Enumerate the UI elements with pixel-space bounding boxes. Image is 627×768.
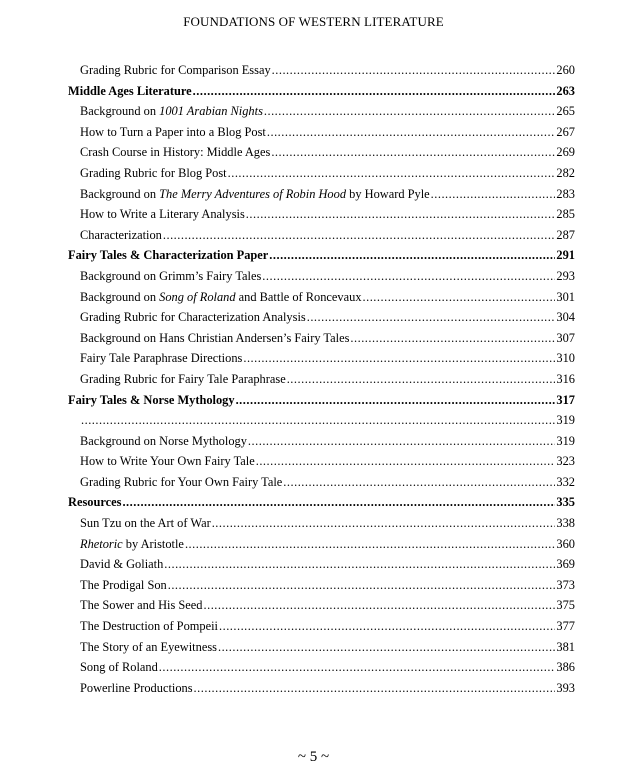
title-part: Grading Rubric for Blog Post [80,165,227,180]
toc-entry-row[interactable] [68,287,575,308]
dot-leader [272,60,556,81]
toc-entry-row[interactable] [68,657,575,678]
toc-page-number: 304 [556,310,575,325]
italic-title-part: 1001 Arabian Nights [159,104,263,119]
title-part: Fairy Tales & Norse Mythology [68,392,235,407]
toc-page-number: 375 [556,598,575,613]
title-part: Background on [80,104,160,119]
title-part: Fairy Tale Paraphrase Directions [80,351,243,366]
toc-entry-row[interactable] [68,616,575,637]
dot-leader [218,637,555,658]
toc-page-number: 267 [556,124,575,139]
toc-entry-title [80,431,247,452]
title-part: Fairy Tales & Characterization Paper [68,248,269,263]
dot-leader [264,101,556,122]
toc-entry-row[interactable] [68,637,575,658]
toc-entry-row[interactable] [68,472,575,493]
toc-page-number: 287 [556,227,575,242]
toc-entry-title [80,575,167,596]
dot-leader [256,451,556,472]
toc-section-row[interactable] [68,390,575,411]
title-part: Characterization [80,227,162,242]
toc-entry-row[interactable] [68,122,575,143]
toc-entry-title [80,657,158,678]
toc-entry-title [80,307,306,328]
toc-page-number: 263 [556,83,575,98]
title-part: Resources [68,495,122,510]
dot-leader [168,575,556,596]
title-part: and Battle of Roncevaux [235,289,362,304]
title-part: Grading Rubric for Comparison Essay [80,63,271,77]
title-part: Background on Norse Mythology [80,433,247,448]
page-number-footer: ~ 5 ~ [297,749,330,765]
title-part: Background on Hans Christian Andersen’s Fairy Tales [80,330,350,345]
dot-leader [219,616,555,637]
toc-entry-row[interactable] [68,184,575,205]
toc-section-row[interactable] [68,492,575,513]
dot-leader [81,410,555,431]
italic-title-part: The Merry Adventures of Robin Hood [159,186,347,201]
title-part: Background on Grimm’s Fairy Tales [80,268,262,283]
toc-entry-title [80,534,184,555]
toc-entry-row[interactable] [68,307,575,328]
toc-page-number: 316 [556,371,575,386]
toc-entry-title [80,225,162,246]
toc-entry-title [80,595,203,616]
toc-entry-title [80,184,430,205]
toc-entry-title [80,554,163,575]
toc-entry-row[interactable] [68,142,575,163]
toc-page-number: 338 [556,516,575,531]
toc-entry-title [80,266,261,287]
title-part: Grading Rubric for Characterization Analysis [80,310,306,325]
title-part: Sun Tzu on the Art of War [80,516,211,531]
toc-entry-title [80,637,217,658]
toc-section-row[interactable] [68,81,575,102]
toc-page-number: 319 [556,413,575,428]
dot-leader [431,184,556,205]
dot-leader [163,225,556,246]
dot-leader [122,492,555,513]
dot-leader [194,678,556,699]
toc-entry-title [80,204,245,225]
toc-page-number: 381 [556,639,575,654]
dot-leader [212,513,556,534]
dot-leader [243,348,555,369]
toc-entry-title [80,472,282,493]
dot-leader [236,390,556,411]
toc-entry-row[interactable] [68,575,575,596]
dot-leader [307,307,556,328]
dot-leader [267,122,556,143]
toc-entry-title [80,163,227,184]
toc-page-number: 265 [556,104,575,119]
toc-entry-row[interactable] [68,163,575,184]
dot-leader [350,328,555,349]
title-part: Middle Ages Literature [68,83,192,98]
toc-page-number: 386 [556,660,575,675]
toc-entry-title [80,513,211,534]
title-part: Song of Roland [80,660,158,675]
toc-page-number: 319 [556,433,575,448]
title-part: Grading Rubric for Your Own Fairy Tale [80,474,283,489]
toc-entry-title [80,122,266,143]
title-part: Crash Course in History: Middle Ages [80,145,271,160]
toc-page-number: 310 [556,351,575,366]
italic-title-part: Song of Roland [159,289,236,304]
toc-entry-title [80,678,193,699]
dot-leader [271,142,555,163]
toc-entry-title [80,60,271,81]
toc-entry-row[interactable] [68,369,575,390]
toc-page-number: 293 [556,268,575,283]
toc-entry-row[interactable] [68,678,575,699]
dot-leader [204,595,556,616]
title-part: Powerline Productions [80,680,193,695]
toc-entry-title [68,390,235,411]
toc-entry-title [68,245,268,266]
title-part: The Prodigal Son [80,577,167,592]
dot-leader [262,266,555,287]
toc-page-number: 369 [556,557,575,572]
toc-entry-row[interactable] [68,595,575,616]
toc-page-number: 360 [556,536,575,551]
toc-entry-title [80,101,263,122]
toc-entry-row[interactable] [68,431,575,452]
toc-entry-row[interactable] [68,328,575,349]
dot-leader [185,534,555,555]
title-part: How to Turn a Paper into a Blog Post [80,124,266,139]
toc-entry-title [80,451,255,472]
title-part: Background on [80,186,160,201]
toc-entry-title [68,492,121,513]
toc-page-number: 323 [556,454,575,469]
title-part: Grading Rubric for Fairy Tale Paraphrase [80,371,286,386]
toc-page-number: 317 [556,392,575,407]
toc-page-number: 307 [556,330,575,345]
toc-entry-row[interactable] [68,348,575,369]
toc-entry-title [68,81,192,102]
toc-section-row[interactable] [68,245,575,266]
toc-page-number: 291 [556,248,575,263]
toc-entry-row[interactable] [68,451,575,472]
toc-entry-title [80,348,242,369]
toc-entry-row[interactable] [68,554,575,575]
toc-entry-row[interactable] [68,204,575,225]
toc-page-number: 260 [556,63,575,77]
toc-page-number: 283 [556,186,575,201]
dot-leader [164,554,555,575]
dot-leader [159,657,556,678]
dot-leader [269,245,555,266]
title-part: The Story of an Eyewitness [80,639,217,654]
title-part: by Howard Pyle [346,186,430,201]
toc-entry-row[interactable] [68,101,575,122]
toc-entry-row[interactable] [68,266,575,287]
toc-entry-row[interactable] [68,410,575,431]
dot-leader [228,163,556,184]
toc-entry-title [80,287,362,308]
toc-page-number: 373 [556,577,575,592]
toc-page-number: 301 [556,289,575,304]
toc-entry-title [80,369,286,390]
toc-page-number: 282 [556,165,575,180]
title-part: How to Write Your Own Fairy Tale [80,454,255,469]
toc-entry-row[interactable] [68,60,575,81]
toc-page-number: 335 [556,495,575,510]
dot-leader [248,431,555,452]
title-part: The Sower and His Seed [80,598,203,613]
toc-entry-row[interactable] [68,513,575,534]
toc-entry-title [80,616,218,637]
italic-title-part: Rhetoric [80,536,123,551]
toc-page-number: 332 [556,474,575,489]
dot-leader [287,369,556,390]
title-part: Background on [80,289,160,304]
toc-page-number: 393 [556,680,575,695]
toc-entry-title [80,328,349,349]
toc-page-number: 377 [556,619,575,634]
toc-entry-row[interactable] [68,534,575,555]
title-part: How to Write a Literary Analysis [80,207,245,222]
title-part: The Destruction of Pompeii [80,619,218,634]
table-of-contents [68,60,575,698]
toc-page-number: 285 [556,207,575,222]
running-header: FOUNDATIONS OF WESTERN LITERATURE [183,14,444,29]
dot-leader [283,472,555,493]
dot-leader [363,287,556,308]
toc-entry-row[interactable] [68,225,575,246]
dot-leader [193,81,556,102]
title-part: by Aristotle [122,536,184,551]
dot-leader [246,204,556,225]
toc-entry-title [80,142,270,163]
toc-page-number: 269 [556,145,575,160]
title-part: David & Goliath [80,557,164,572]
